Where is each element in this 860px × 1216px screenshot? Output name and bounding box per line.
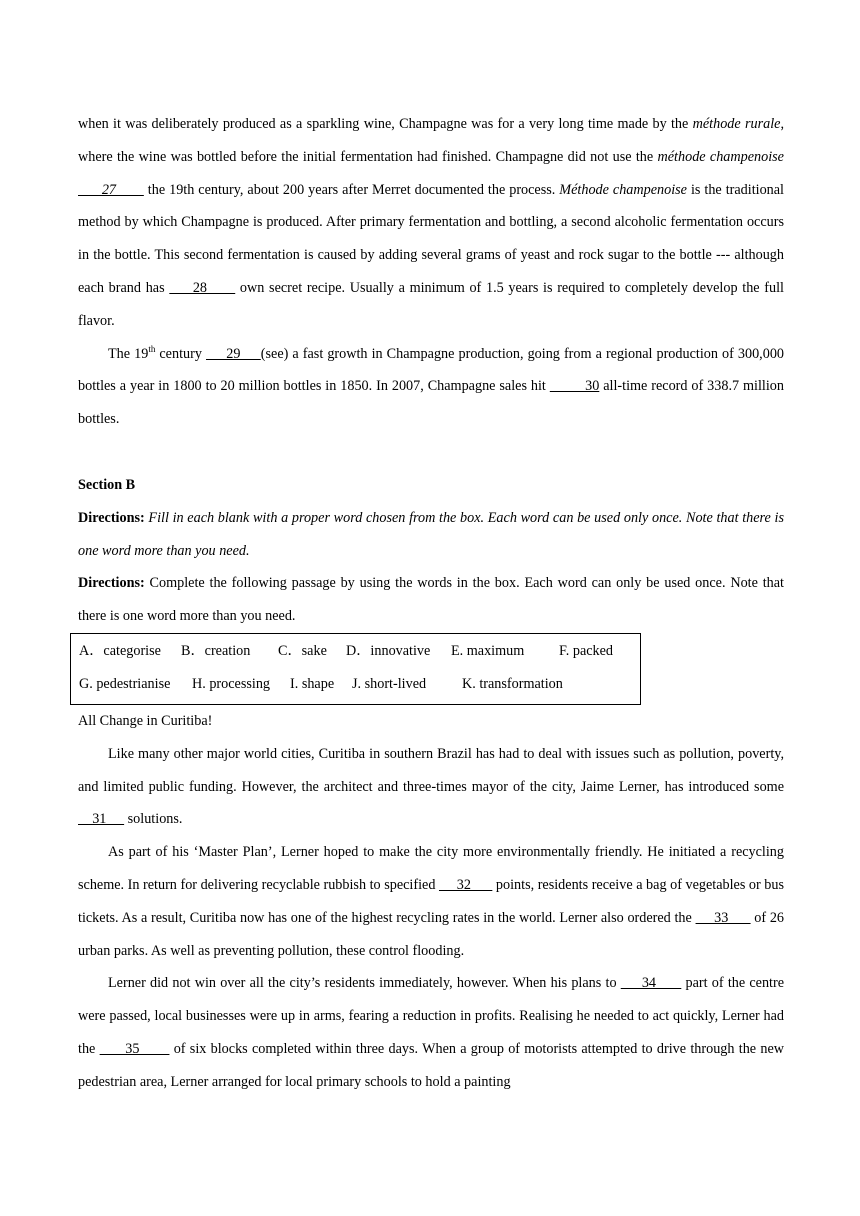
blank-28[interactable]: 28	[169, 279, 236, 296]
spacer	[78, 436, 784, 469]
passage-a-paragraph-2	[78, 338, 784, 436]
blank-34[interactable]: 34	[620, 975, 682, 992]
italic-term: Méthode champenoise	[559, 181, 687, 198]
text: of six blocks completed within three days. When a group of motorists attempted to drive through the new pedestrian area, Lerner arranged for local primary schools to hold a painting	[78, 1040, 784, 1090]
text: of 26 urban parks. As well as preventing pollution, these control flooding.	[78, 909, 785, 959]
directions-1	[78, 502, 784, 568]
text: Lerner did not win over all the city’s residents immediately, however. When his plans to	[108, 975, 621, 992]
word-option: I. shape	[290, 675, 335, 692]
word-option: H. processing	[192, 675, 271, 692]
text: is the traditional method by which Champagne is produced. After primary fermentation and bottling, a second alcoholic fermentation occurs in the bottle. This second fermentation is caused by adding several grams of yeast and rock sugar to the bottle --- although each brand has	[78, 181, 785, 296]
word-box-row-1	[79, 635, 640, 668]
blank-31[interactable]: 31	[78, 811, 125, 828]
italic-term: méthode champenoise	[657, 148, 784, 165]
text: Like many other major world cities, Curitiba in southern Brazil has had to deal with issues such as pollution, poverty, and limited public funding. However, the architect and three-times mayor of the city, Jaime Lerner, has introduced some	[78, 745, 784, 795]
passage-b-paragraph-3	[78, 967, 784, 1098]
word-option: K. transformation	[462, 675, 563, 692]
blank-32[interactable]: 32	[438, 876, 493, 893]
text: points, residents receive a bag of vegetables or bus tickets. As a result, Curitiba now has one of the highest recycling rates in the world. Lerner also ordered the	[78, 876, 785, 926]
text: all-time record of 338.7 million bottles.	[78, 378, 784, 428]
word-box-row-2	[79, 668, 640, 701]
directions-label: Directions:	[78, 575, 145, 592]
blank-35[interactable]: 35	[99, 1040, 170, 1057]
italic-term: méthode rurale	[692, 116, 781, 132]
word-option: C．sake	[278, 642, 327, 659]
document-content	[78, 108, 784, 1099]
text: when it was deliberately produced as a sparkling wine, Champagne was for a very long time made by the	[78, 116, 693, 132]
blank-29[interactable]: 29	[206, 345, 261, 362]
superscript: th	[148, 343, 156, 354]
word-option: J. short-lived	[352, 675, 427, 692]
word-option: D．innovative	[346, 642, 431, 659]
passage-a-paragraph-1	[78, 108, 784, 338]
text: , where the wine was bottled before the initial fermentation had finished. Champagne did not use the	[78, 116, 784, 165]
word-option: F. packed	[559, 642, 614, 659]
directions-text: Complete the following passage by using the words in the box. Each word can only be used once. Note that there is one word more than you need.	[78, 575, 784, 625]
word-option: A．categorise	[79, 642, 161, 659]
passage-b-title: All Change in Curitiba!	[78, 712, 213, 729]
word-option: B．creation	[181, 642, 251, 659]
passage-b-paragraph-2	[78, 836, 784, 967]
text: solutions.	[124, 811, 183, 828]
blank-27[interactable]: 27	[78, 181, 144, 198]
passage-b-paragraph-1	[78, 738, 784, 836]
text: (see) a fast growth in Champagne production, going from a regional production of 300,000 bottles a year in 1800 to 20 million bottles in 1850. In 2007, Champagne sales hit	[78, 345, 785, 395]
text: the 19th century, about 200 years after Merret documented the process.	[143, 181, 560, 198]
directions-text: Fill in each blank with a proper word chosen from the box. Each word can be used only once. Note that there is one word more than you need.	[78, 509, 784, 559]
blank-33[interactable]: 33	[695, 909, 751, 926]
word-box	[70, 633, 641, 705]
section-b-heading: Section B	[78, 476, 136, 493]
text: As part of his ‘Master Plan’, Lerner hoped to make the city more environmentally friendly. He initiated a recycling scheme. In return for delivering recyclable rubbish to specified	[78, 844, 784, 893]
text: The 19	[108, 345, 149, 362]
directions-label: Directions:	[78, 509, 145, 526]
text: century	[155, 345, 206, 362]
blank-30[interactable]: 30	[549, 378, 600, 395]
text: part of the centre were passed, local businesses were up in arms, fearing a reduction in profits. Realising he needed to act quickly, Lerner had the	[78, 975, 785, 1057]
word-option: E. maximum	[451, 642, 525, 659]
text: own secret recipe. Usually a minimum of 1.5 years is required to completely develop the full flavor.	[78, 279, 784, 329]
word-option: G. pedestrianise	[79, 675, 171, 692]
directions-2	[78, 567, 784, 633]
